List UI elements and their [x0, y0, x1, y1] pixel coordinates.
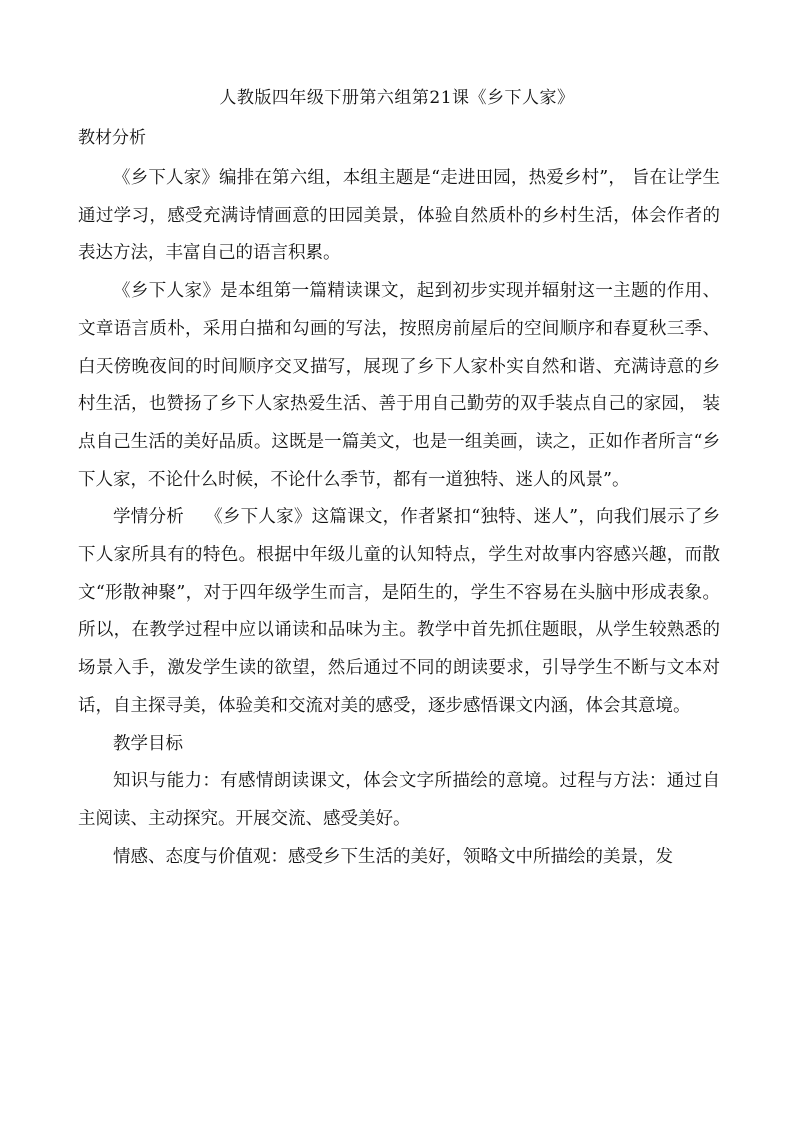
document-body	[78, 160, 720, 876]
section-heading-teaching-goals: 教学目标	[113, 733, 183, 754]
section-heading-textbook-analysis: 教材分析	[78, 128, 146, 148]
section-label-student-analysis: 学情分析	[113, 507, 184, 528]
paragraph-text-overview: 《乡下人家》是本组第一篇精读课文，起到初步实现并辐射这一主题的作用、文章语言质朴，采用白描和勾画的写法，按照房前屋后的空间顺序和春夏秋三季、 白天傍晚夜间的时间顺序交叉描写，展现了乡下人家朴实自然和谐、充满诗意的乡村生活，也赞扬了乡下人家热爱生活、善于用自己勤劳的双手装点自己的家园， 装点自己生活的美好品质。这既是一篇美文，也是一组美画，读之，正如作者所言“乡下人家，不论什么时候，不论什么季节，都有一道独特、迷人的风景”。	[78, 281, 720, 490]
student-analysis-text: 《乡下人家》这篇课文，作者紧扣“独特、迷人”，向我们展示了乡下人家所具有的特色。根据中年级儿童的认知特点，学生对故事内容感兴趣，而散文“形散神聚”，对于四年级学生而言，是陌生的，学生不容易在头脑中形成表象。所以，在教学过程中应以诵读和品味为主。教学中首先抓住题眼，从学生较熟悉的场景入手，激发学生读的欲望，然后通过不同的朗读要求，引导学生不断与文本对话，自主探寻美，体验美和交流对美的感受，逐步感悟课文内涵，体会其意境。	[78, 507, 720, 716]
paragraph-student-analysis	[78, 499, 720, 725]
paragraph-emotion-attitude: 情感、态度与价值观：感受乡下生活的美好，领略文中所描绘的美景，发	[113, 846, 673, 867]
paragraph-textbook-analysis: 《乡下人家》编排在第六组，本组主题是“走进田园，热爱乡村”， 旨在让学生通过学习，感受充满诗情画意的田园美景，体验自然质朴的乡村生活，体会作者的表达方法，丰富自己的语言积累。	[78, 168, 720, 264]
paragraph-knowledge-ability: 知识与能力：有感情朗读课文，体会文字所描绘的意境。过程与方法：通过自主阅读、主动探究。开展交流、感受美好。	[78, 771, 720, 829]
document-title: 人教版四年级下册第六组第21课《乡下人家》	[219, 88, 575, 108]
